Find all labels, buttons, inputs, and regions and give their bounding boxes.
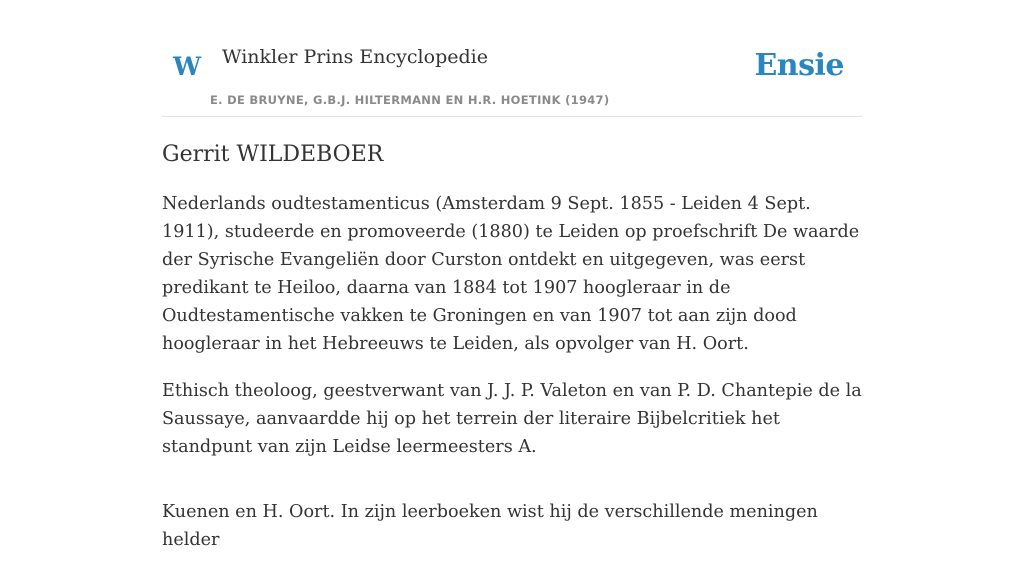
publication-authors: E. DE BRUYNE, G.B.J. HILTERMANN EN H.R. HOETINK (1947)	[210, 93, 610, 107]
ensie-logo[interactable]: Ensie	[754, 48, 844, 83]
article-paragraph: Ethisch theoloog, geestverwant van J. J. P. Valeton en van P. D. Chantepie de la Saussaye, aanvaardde hij op het terrein der literaire Bijbelcritiek het standpunt van zijn Leidse leermeesters A.	[162, 380, 862, 457]
winkler-prins-logo[interactable]: W	[173, 52, 202, 81]
article-paragraph: Kuenen en H. Oort. In zijn leerboeken wist hij de verschillende meningen helder	[162, 501, 818, 550]
article	[162, 140, 862, 573]
article-paragraph: Nederlands oudtestamenticus (Amsterdam 9 Sept. 1855 - Leiden 4 Sept. 1911), studeerde en promoveerde (1880) te Leiden op proefschrift De waarde der Syrische Evangeliën door Curston ontdekt en uitgegeven, was eerst predikant te Heiloo, daarna van 1884 tot 1907 hoogleraar in de Oudtestamentische vakken te Groningen en van 1907 tot aan zijn dood hoogleraar in het Hebreeuws te Leiden, als opvolger van H. Oort.	[162, 193, 860, 354]
publication-title[interactable]: Winkler Prins Encyclopedie	[222, 46, 488, 68]
article-title: Gerrit WILDEBOER	[162, 142, 384, 167]
site-header	[162, 36, 862, 117]
